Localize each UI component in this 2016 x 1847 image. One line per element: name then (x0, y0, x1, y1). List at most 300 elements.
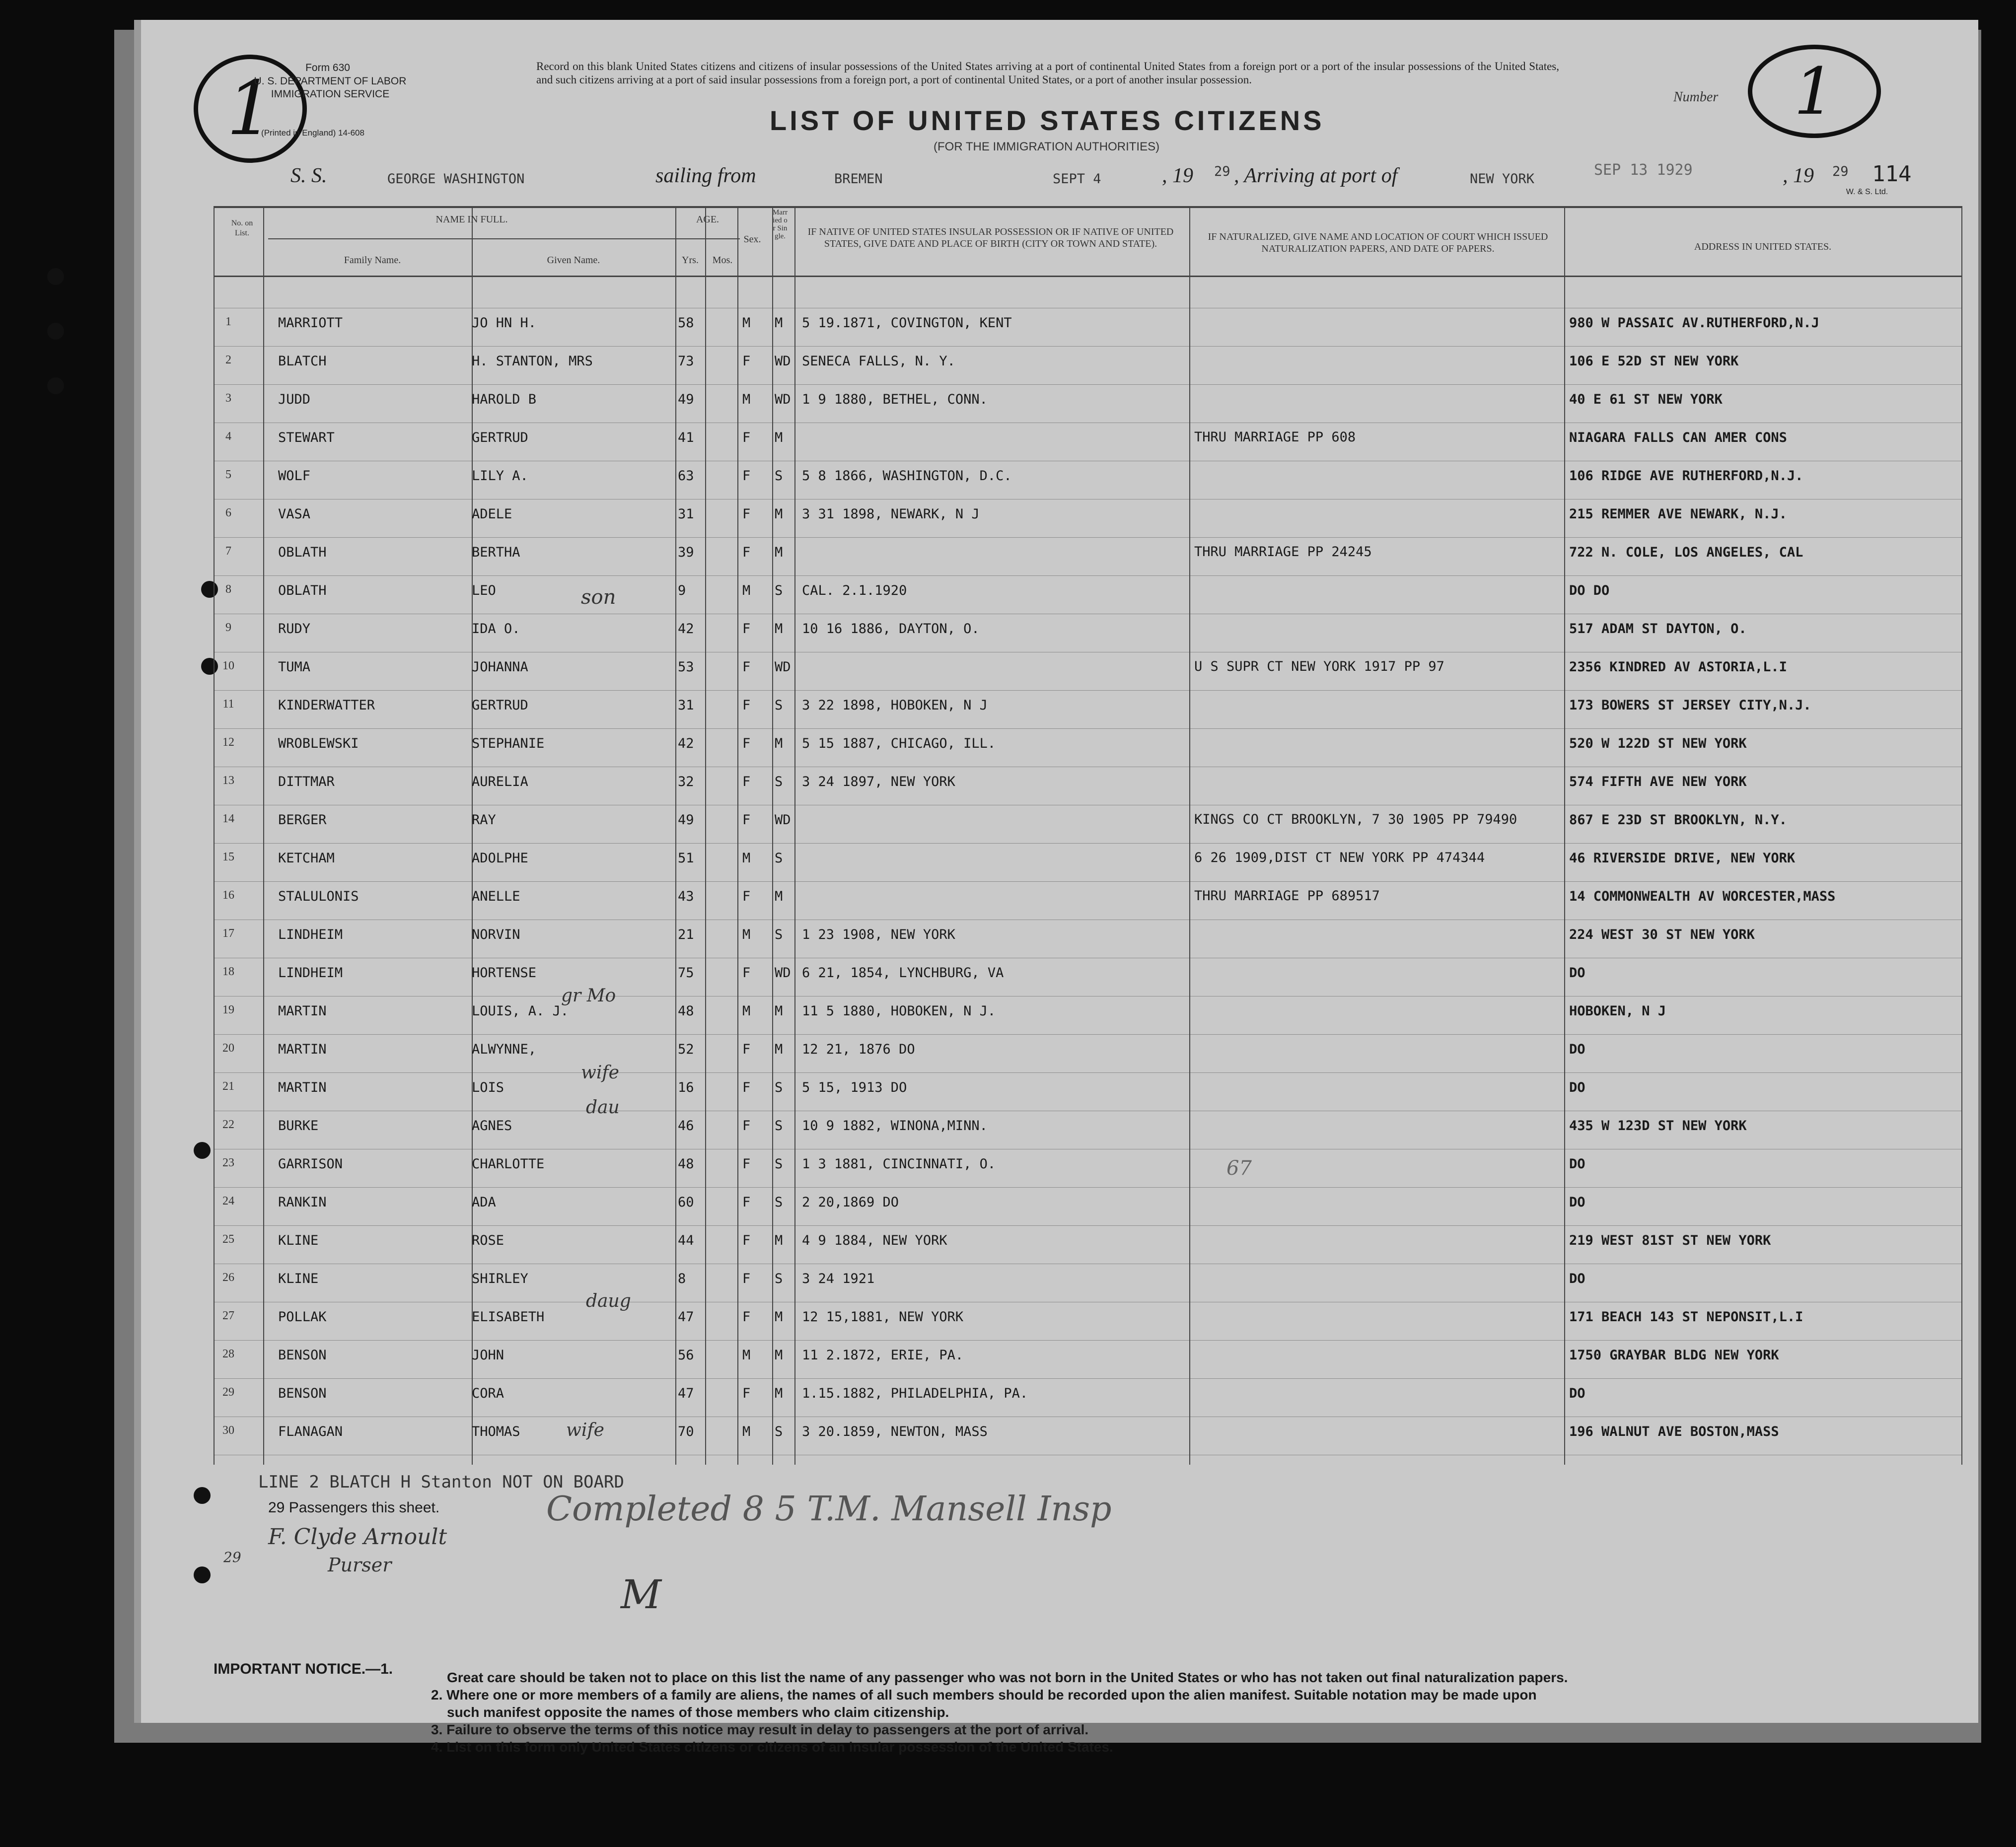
cell-addr: DO (1569, 1042, 1585, 1057)
arriving-label: , Arriving at port of (1234, 164, 1398, 187)
row-rule (214, 881, 1961, 882)
cell-sex: M (742, 851, 751, 866)
cell-sex: F (742, 354, 751, 369)
form-number: Form 630 (305, 62, 350, 73)
cell-yrs: 75 (678, 965, 694, 981)
cell-family: STEWART (278, 430, 335, 445)
note-67: 67 (1226, 1157, 1252, 1180)
cell-yrs: 48 (678, 1003, 694, 1019)
notice-item-4: 4. List on this form only United States citizens or citizens of an insular possession of the United States. (431, 1739, 1113, 1755)
cell-no: 14 (222, 812, 234, 825)
notice-heading: IMPORTANT NOTICE.—1. (214, 1661, 393, 1677)
cell-addr: 171 BEACH 143 ST NEPONSIT,L.I (1569, 1309, 1803, 1325)
cell-addr: DO (1569, 1080, 1585, 1095)
cell-yrs: 39 (678, 545, 694, 560)
cell-given: H. STANTON, MRS (472, 354, 593, 369)
cell-sex: M (742, 583, 751, 598)
cell-ms: WD (775, 392, 791, 407)
row-rule (214, 1072, 1961, 1073)
cell-birth: 11 2.1872, ERIE, PA. (802, 1348, 964, 1363)
cell-ms: M (775, 736, 783, 751)
cell-given: ADELE (472, 506, 512, 522)
cell-family: OBLATH (278, 583, 327, 598)
right-circled-number: 1 (1748, 45, 1881, 138)
cell-family: BENSON (278, 1386, 327, 1401)
punch-hole (194, 1142, 211, 1159)
note-daug: daug (586, 1291, 631, 1311)
cell-given: JOHN (472, 1348, 504, 1363)
cell-given: ELISABETH (472, 1309, 545, 1325)
cell-yrs: 49 (678, 812, 694, 828)
cell-sex: F (742, 1195, 751, 1210)
cell-no: 24 (222, 1195, 234, 1208)
cell-sex: F (742, 736, 751, 751)
cell-given: BERTHA (472, 545, 520, 560)
printer-mark: W. & S. Ltd. (1846, 188, 1888, 196)
cell-sex: F (742, 621, 751, 637)
cell-ms: M (775, 315, 783, 331)
number-label: Number (1673, 89, 1719, 105)
cell-yrs: 49 (678, 392, 694, 407)
column-rule (675, 206, 676, 1465)
cell-given: AURELIA (472, 774, 528, 789)
cell-given: LOIS (472, 1080, 504, 1095)
cell-no: 18 (222, 965, 234, 978)
cell-no: 22 (222, 1118, 234, 1131)
cell-sex: M (742, 1424, 751, 1439)
cell-ms: M (775, 889, 783, 904)
cell-sex: F (742, 659, 751, 675)
cell-no: 6 (225, 506, 231, 519)
row-rule (214, 690, 1961, 691)
note-wife: wife (581, 1063, 619, 1083)
cell-birth: 11 5 1880, HOBOKEN, N J. (802, 1003, 996, 1019)
cell-birth: 5 15, 1913 DO (802, 1080, 907, 1095)
cell-family: LINDHEIM (278, 965, 343, 981)
cell-ms: S (775, 774, 783, 789)
cell-given: ADOLPHE (472, 851, 528, 866)
punch-hole (194, 1487, 211, 1504)
header-sex: Sex. (743, 234, 761, 245)
cell-addr: 517 ADAM ST DAYTON, O. (1569, 621, 1747, 637)
header-yrs: Yrs. (682, 255, 699, 266)
cell-ms: M (775, 545, 783, 560)
initials-mark: M (621, 1571, 661, 1618)
cell-no: 3 (225, 392, 231, 405)
cell-ms: M (775, 506, 783, 522)
cell-given: CHARLOTTE (472, 1156, 545, 1172)
cell-yrs: 42 (678, 736, 694, 751)
cell-no: 23 (222, 1156, 234, 1169)
cell-yrs: 63 (678, 468, 694, 484)
cell-addr: 40 E 61 ST NEW YORK (1569, 392, 1723, 407)
cell-no: 21 (222, 1080, 234, 1093)
cell-sex: F (742, 545, 751, 560)
table-top-rule (214, 206, 1961, 208)
cell-family: KLINE (278, 1271, 319, 1286)
left-circled-number: 1 (194, 55, 307, 163)
cell-ms: M (775, 1309, 783, 1325)
cell-addr: DO (1569, 1195, 1585, 1210)
cell-nat: THRU MARRIAGE PP 24245 (1194, 544, 1372, 560)
cell-family: RANKIN (278, 1195, 327, 1210)
header-married: Married or Single. (773, 209, 788, 240)
cell-family: KLINE (278, 1233, 319, 1248)
cell-given: ALWYNNE, (472, 1042, 537, 1057)
cell-no: 13 (222, 774, 234, 787)
sailing-label: sailing from (655, 164, 756, 187)
intro-text: Record on this blank United States citizens and citizens of insular possessions of the United States arriving at a port of continental United States from a foreign port or a port of the insular possessions of the United States, and such citizens arriving at a port of said insular possessions from a foreign port, a port of continental United States, or a port of another insular possession. (536, 60, 1559, 86)
cell-no: 7 (225, 545, 231, 558)
sailing-year: 29 (1214, 164, 1230, 179)
cell-birth: 10 16 1886, DAYTON, O. (802, 621, 980, 637)
cell-no: 17 (222, 927, 234, 940)
note-son: son (581, 586, 616, 609)
header-age: AGE. (696, 214, 720, 225)
cell-yrs: 60 (678, 1195, 694, 1210)
cell-family: LINDHEIM (278, 927, 343, 942)
cell-family: BENSON (278, 1348, 327, 1363)
cell-sex: M (742, 315, 751, 331)
cell-birth: 3 20.1859, NEWTON, MASS (802, 1424, 988, 1439)
cell-birth: 3 24 1897, NEW YORK (802, 774, 955, 789)
cell-addr: 224 WEST 30 ST NEW YORK (1569, 927, 1755, 942)
row-rule (214, 728, 1961, 729)
cell-sex: F (742, 468, 751, 484)
cell-given: GERTRUD (472, 430, 528, 445)
cell-sex: F (742, 430, 751, 445)
cell-yrs: 70 (678, 1424, 694, 1439)
cell-birth: 3 31 1898, NEWARK, N J (802, 506, 980, 522)
cell-given: CORA (472, 1386, 504, 1401)
cell-no: 10 (222, 659, 234, 672)
cell-addr: DO (1569, 1386, 1585, 1401)
cell-yrs: 21 (678, 927, 694, 942)
cell-nat: THRU MARRIAGE PP 608 (1194, 429, 1356, 445)
cell-addr: 106 E 52D ST NEW YORK (1569, 354, 1739, 369)
cell-birth: 4 9 1884, NEW YORK (802, 1233, 947, 1248)
cell-addr: 2356 KINDRED AV ASTORIA,L.I (1569, 659, 1787, 675)
cell-family: OBLATH (278, 545, 327, 560)
cell-no: 4 (225, 430, 231, 443)
cell-ms: S (775, 1080, 783, 1095)
from-port: BREMEN (834, 171, 883, 187)
cell-birth: 2 20,1869 DO (802, 1195, 899, 1210)
cell-family: TUMA (278, 659, 311, 675)
cell-given: NORVIN (472, 927, 520, 942)
cell-yrs: 31 (678, 698, 694, 713)
cell-no: 15 (222, 851, 234, 863)
arrival-year-prefix: , 19 (1783, 164, 1814, 187)
page-number: 114 (1872, 161, 1912, 187)
cell-ms: S (775, 1271, 783, 1286)
cell-addr: 196 WALNUT AVE BOSTON,MASS (1569, 1424, 1779, 1439)
cell-given: JOHANNA (472, 659, 528, 675)
cell-family: MARTIN (278, 1080, 327, 1095)
cell-ms: M (775, 1233, 783, 1248)
row-rule (214, 346, 1961, 347)
column-rule (1961, 206, 1962, 1465)
cell-no: 27 (222, 1309, 234, 1322)
cell-family: STALULONIS (278, 889, 359, 904)
cell-ms: M (775, 1348, 783, 1363)
cell-yrs: 47 (678, 1309, 694, 1325)
header-birth: IF NATIVE OF UNITED STATES INSULAR POSSESSION OR IF NATIVE OF UNITED STATES, GIVE DATE AND PLACE OF BIRTH (CITY OR TOWN AND STATE). (807, 226, 1174, 249)
cell-given: RAY (472, 812, 496, 828)
cell-no: 20 (222, 1042, 234, 1055)
cell-yrs: 52 (678, 1042, 694, 1057)
cell-yrs: 73 (678, 354, 694, 369)
row-rule (214, 1034, 1961, 1035)
cell-given: GERTRUD (472, 698, 528, 713)
cell-birth: 1 9 1880, BETHEL, CONN. (802, 392, 988, 407)
purser-title: Purser (328, 1554, 392, 1576)
cell-addr: 173 BOWERS ST JERSEY CITY,N.J. (1569, 698, 1811, 713)
cell-family: RUDY (278, 621, 311, 637)
notice-item-2b: such manifest opposite the names of those members who claim citizenship. (447, 1705, 949, 1720)
cell-ms: M (775, 1003, 783, 1019)
cell-family: MARTIN (278, 1003, 327, 1019)
cell-ms: S (775, 468, 783, 484)
name-sub-rule (268, 238, 740, 239)
cell-no: 12 (222, 736, 234, 749)
cell-family: POLLAK (278, 1309, 327, 1325)
header-address: ADDRESS IN UNITED STATES. (1694, 241, 1832, 252)
department: U. S. DEPARTMENT OF LABOR (254, 75, 407, 87)
cell-sex: F (742, 889, 751, 904)
cell-addr: HOBOKEN, N J (1569, 1003, 1666, 1019)
cell-ms: M (775, 430, 783, 445)
cell-yrs: 44 (678, 1233, 694, 1248)
row-rule (214, 384, 1961, 385)
cell-ms: WD (775, 354, 791, 369)
cell-given: THOMAS (472, 1424, 520, 1439)
cell-no: 5 (225, 468, 231, 481)
cell-family: GARRISON (278, 1156, 343, 1172)
cell-no: 30 (222, 1424, 234, 1437)
cell-yrs: 53 (678, 659, 694, 675)
cell-given: JO HN H. (472, 315, 537, 331)
cell-no: 19 (222, 1003, 234, 1016)
cell-family: BERGER (278, 812, 327, 828)
sailing-date: SEPT 4 (1053, 171, 1101, 187)
cell-family: WOLF (278, 468, 311, 484)
cell-family: BURKE (278, 1118, 319, 1134)
cell-yrs: 42 (678, 621, 694, 637)
cell-nat: THRU MARRIAGE PP 689517 (1194, 888, 1380, 904)
header-name: NAME IN FULL. (435, 214, 508, 225)
cell-ms: S (775, 1118, 783, 1134)
cell-birth: SENECA FALLS, N. Y. (802, 354, 955, 369)
cell-no: 1 (225, 315, 231, 328)
column-rule (705, 206, 706, 1465)
cell-birth: CAL. 2.1.1920 (802, 583, 907, 598)
cell-given: ADA (472, 1195, 496, 1210)
document-subtitle: (FOR THE IMMIGRATION AUTHORITIES) (934, 140, 1160, 153)
cell-ms: S (775, 1156, 783, 1172)
cell-given: LILY A. (472, 468, 528, 484)
cell-ms: S (775, 1424, 783, 1439)
cell-family: MARTIN (278, 1042, 327, 1057)
cell-no: 29 (222, 1386, 234, 1399)
cell-given: ROSE (472, 1233, 504, 1248)
cell-given: AGNES (472, 1118, 512, 1134)
cell-birth: 5 15 1887, CHICAGO, ILL. (802, 736, 996, 751)
cell-given: HAROLD B (472, 392, 537, 407)
cell-family: KETCHAM (278, 851, 335, 866)
notice-item-3: 3. Failure to observe the terms of this notice may result in delay to passengers at the port of arrival. (431, 1722, 1089, 1737)
year-prefix: , 19 (1162, 164, 1193, 187)
cell-family: VASA (278, 506, 311, 522)
cell-sex: F (742, 1042, 751, 1057)
completed-note: Completed 8 5 T.M. Mansell Insp (546, 1490, 1112, 1529)
arrival-stamp: SEP 13 1929 (1594, 161, 1693, 179)
header-bottom-rule (214, 276, 1961, 277)
cell-birth: 3 22 1898, HOBOKEN, N J (802, 698, 988, 713)
cell-ms: S (775, 583, 783, 598)
cell-birth: 1.15.1882, PHILADELPHIA, PA. (802, 1386, 1028, 1401)
cell-sex: M (742, 927, 751, 942)
cell-sex: F (742, 1309, 751, 1325)
column-rule (737, 206, 738, 1465)
cell-ms: M (775, 621, 783, 637)
document-title: LIST OF UNITED STATES CITIZENS (770, 105, 1325, 136)
cell-yrs: 9 (678, 583, 686, 598)
cell-yrs: 46 (678, 1118, 694, 1134)
cell-sex: F (742, 812, 751, 828)
line2-note: LINE 2 BLATCH H Stanton NOT ON BOARD (258, 1472, 624, 1492)
cell-addr: DO (1569, 965, 1585, 981)
row-rule (214, 1187, 1961, 1188)
punch-hole (47, 377, 64, 394)
arrival-port: NEW YORK (1470, 171, 1535, 187)
header-given: Given Name. (547, 255, 600, 266)
cell-ms: S (775, 698, 783, 713)
service: IMMIGRATION SERVICE (271, 88, 390, 100)
cell-sex: F (742, 1233, 751, 1248)
arrival-year: 29 (1832, 164, 1849, 179)
cell-sex: F (742, 1080, 751, 1095)
row-rule (214, 1340, 1961, 1341)
cell-family: FLANAGAN (278, 1424, 343, 1439)
cell-addr: 722 N. COLE, LOS ANGELES, CAL (1569, 545, 1803, 560)
cell-given: IDA O. (472, 621, 520, 637)
cell-addr: NIAGARA FALLS CAN AMER CONS (1569, 430, 1787, 445)
cell-yrs: 58 (678, 315, 694, 331)
cell-birth: 12 21, 1876 DO (802, 1042, 915, 1057)
cell-birth: 12 15,1881, NEW YORK (802, 1309, 964, 1325)
cell-nat: KINGS CO CT BROOKLYN, 7 30 1905 PP 79490 (1194, 812, 1517, 827)
cell-sex: F (742, 506, 751, 522)
column-rule (1564, 206, 1565, 1465)
column-rule (263, 206, 264, 1465)
cell-given: HORTENSE (472, 965, 537, 981)
cell-sex: F (742, 1118, 751, 1134)
cell-sex: F (742, 1156, 751, 1172)
ss-label: S. S. (290, 164, 327, 187)
cell-given: LOUIS, A. J. (472, 1003, 569, 1019)
note-dau: dau (586, 1097, 620, 1118)
header-no: No. on List. (231, 219, 253, 237)
cell-sex: F (742, 1271, 751, 1286)
cell-given: SHIRLEY (472, 1271, 528, 1286)
row-rule (214, 843, 1961, 844)
cell-sex: M (742, 1348, 751, 1363)
cell-no: 11 (222, 698, 234, 710)
cell-sex: F (742, 698, 751, 713)
header-naturalized: IF NATURALIZED, GIVE NAME AND LOCATION OF COURT WHICH ISSUED NATURALIZATION PAPERS, AND DATE OF PAPERS. (1208, 231, 1548, 254)
row-rule (214, 575, 1961, 576)
cell-birth: 5 8 1866, WASHINGTON, D.C. (802, 468, 1012, 484)
header-family: Family Name. (344, 255, 401, 266)
cell-addr: 520 W 122D ST NEW YORK (1569, 736, 1747, 751)
cell-addr: 14 COMMONWEALTH AV WORCESTER,MASS (1569, 889, 1836, 904)
column-rule (772, 206, 773, 1465)
cell-yrs: 48 (678, 1156, 694, 1172)
cell-addr: 106 RIDGE AVE RUTHERFORD,N.J. (1569, 468, 1803, 484)
cell-birth: 3 24 1921 (802, 1271, 875, 1286)
ship-name: GEORGE WASHINGTON (387, 171, 525, 187)
note-gr-mo: gr Mo (561, 986, 616, 1006)
cell-addr: 219 WEST 81ST ST NEW YORK (1569, 1233, 1771, 1248)
cell-ms: S (775, 1195, 783, 1210)
count-note: 29 (223, 1549, 241, 1565)
cell-sex: F (742, 774, 751, 789)
cell-ms: WD (775, 812, 791, 828)
cell-no: 16 (222, 889, 234, 902)
cell-ms: M (775, 1042, 783, 1057)
cell-no: 25 (222, 1233, 234, 1246)
cell-birth: 5 19.1871, COVINGTON, KENT (802, 315, 1012, 331)
cell-given: ANELLE (472, 889, 520, 904)
cell-sex: M (742, 392, 751, 407)
note-wife-2: wife (566, 1420, 604, 1440)
cell-family: DITTMAR (278, 774, 335, 789)
cell-sex: F (742, 1386, 751, 1401)
cell-no: 26 (222, 1271, 234, 1284)
cell-ms: M (775, 1386, 783, 1401)
cell-no: 8 (225, 583, 231, 596)
cell-yrs: 31 (678, 506, 694, 522)
punch-hole (47, 268, 64, 285)
cell-birth: 6 21, 1854, LYNCHBURG, VA (802, 965, 1004, 981)
cell-addr: 435 W 123D ST NEW YORK (1569, 1118, 1747, 1134)
cell-yrs: 51 (678, 851, 694, 866)
column-rule (794, 206, 795, 1465)
cell-given: LEO (472, 583, 496, 598)
punch-hole (47, 323, 64, 340)
cell-birth: 10 9 1882, WINONA,MINN. (802, 1118, 988, 1134)
cell-yrs: 47 (678, 1386, 694, 1401)
cell-no: 9 (225, 621, 231, 634)
cell-addr: 1750 GRAYBAR BLDG NEW YORK (1569, 1348, 1779, 1363)
cell-birth: 1 3 1881, CINCINNATI, O. (802, 1156, 996, 1172)
cell-yrs: 56 (678, 1348, 694, 1363)
cell-addr: 867 E 23D ST BROOKLYN, N.Y. (1569, 812, 1787, 828)
cell-nat: U S SUPR CT NEW YORK 1917 PP 97 (1194, 659, 1444, 674)
cell-yrs: 43 (678, 889, 694, 904)
cell-addr: 46 RIVERSIDE DRIVE, NEW YORK (1569, 851, 1796, 866)
cell-no: 2 (225, 354, 231, 366)
cell-sex: F (742, 965, 751, 981)
cell-ms: S (775, 927, 783, 942)
cell-family: KINDERWATTER (278, 698, 375, 713)
cell-family: WROBLEWSKI (278, 736, 359, 751)
cell-addr: 215 REMMER AVE NEWARK, N.J. (1569, 506, 1787, 522)
notice-item-1: Great care should be taken not to place on this list the name of any passenger who was not born in the United States or who has not taken out final naturalization papers. (447, 1670, 1568, 1685)
cell-yrs: 8 (678, 1271, 686, 1286)
cell-ms: WD (775, 659, 791, 675)
